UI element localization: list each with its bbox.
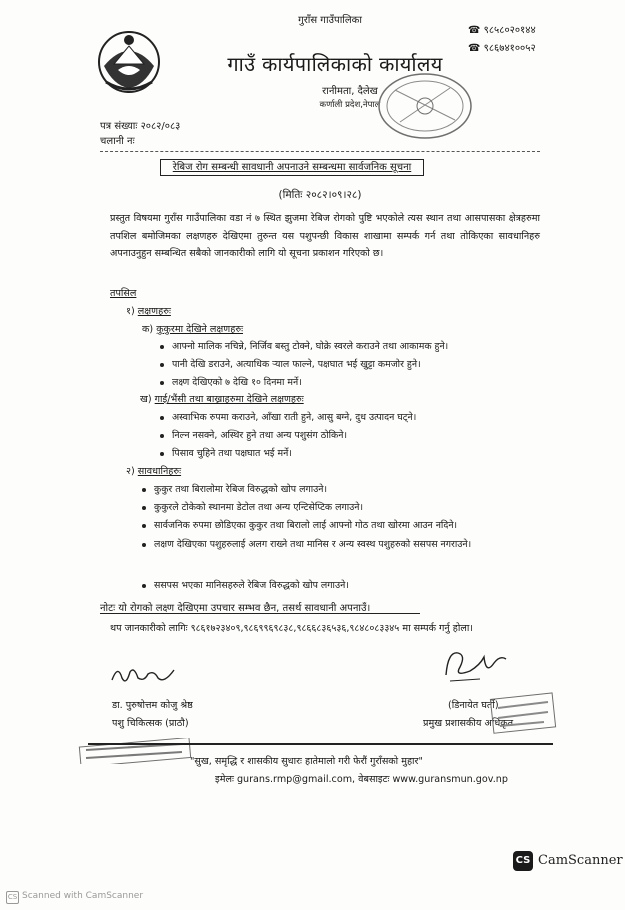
list-item-text: अस्वाभिक रुपमा कराउने, आँखा राती हुने, आसु बग्ने, दुध उत्पादन घट्ने।	[172, 412, 417, 423]
bullet-dot-icon	[160, 416, 164, 420]
cao-stamp	[488, 690, 560, 736]
intro-paragraph: प्रस्तुत विषयमा गुराँस गाउँपालिका वडा नं ७ स्थित झुजमा रेबिज रोगको पुष्टि भएकोले त्यस स्थान तथा आसपासका क्षेत्रहरुमा तपशिल बमोजिमका लक्षणहरु देखिएमा तुरुन्त यस पशुपन्छी विकास शाखामा सम्पर्क गर्न तथा तोकिएका सावधानिहरु अपनाउनुहुन सम्बन्धित सबैको जानकारीको लागि यो सूचना प्रकाशन गरिएको छ।	[110, 213, 540, 259]
list-item-text: पानी देखि डराउने, अत्याधिक र्‍याल फाल्ने, पक्षघात भई खुट्टा कमजोर हुने।	[172, 359, 421, 370]
bullet-dot-icon	[142, 524, 146, 528]
footer-contact: इमेलः gurans.rmp@gmail.com, वेबसाइटः www.guransmun.gov.np	[215, 774, 508, 785]
office-title: गाउँ कार्यपालिकाको कार्यालय	[227, 52, 443, 76]
list-item	[160, 339, 448, 352]
list-item	[142, 518, 457, 531]
cao-role: प्रमुख प्रशासकीय अधिकृत	[423, 718, 514, 729]
list-item-text: पिसाव चुहिने तथा पक्षघात भई मर्ने।	[172, 448, 292, 459]
dog-symptoms-title: कुकुरमा देखिने लक्षणहरुः	[156, 324, 244, 335]
bullet-dot-icon	[142, 506, 146, 510]
note-text: नोटः यो रोगको लक्ष्ण देखिएमा उपचार सम्भव छैन, तसर्थ सावधानी अपनाउँ।	[100, 603, 371, 614]
signature-right	[440, 645, 510, 687]
list-item-text: ससपस भएका मानिसहरुले रेबिज विरुद्धको खोप लगाउने।	[154, 580, 349, 591]
phone-icon: ☎	[468, 43, 481, 54]
municipality-name: गुराँस गाउँपालिका	[298, 15, 362, 26]
letter-number: पत्र संख्याः २०८२/०८३	[100, 121, 181, 132]
bullet-dot-icon	[142, 488, 146, 492]
bullet-dot-icon	[142, 584, 146, 588]
phone-number-2: ९८६७४१००५२	[483, 43, 536, 54]
notice-date: (मितिः २०८२।०९।२८)	[278, 189, 362, 201]
office-province: कर्णाली प्रदेश,नेपाल	[319, 100, 381, 110]
list-item	[142, 500, 363, 513]
list-item-text: कुकुरले टोकेको स्थानमा डेटोल तथा अन्य एन्टिसेप्टिक लगाउने।	[154, 502, 364, 513]
precautions-section-heading	[126, 464, 181, 477]
bullet-dot-icon	[160, 434, 164, 438]
phone-line-2	[468, 40, 536, 54]
dog-symptoms-heading	[142, 322, 243, 335]
livestock-symptoms-prefix: ख)	[140, 394, 152, 405]
camscanner-watermark-icon: CS	[6, 891, 19, 904]
symptoms-section-heading	[126, 304, 171, 317]
nepal-emblem-logo	[94, 26, 164, 96]
list-item	[160, 428, 347, 441]
list-item-text: आफ्नो मालिक नचिन्ने, निर्जिव बस्तु टोक्ने, घोक्रे स्वरले कराउने तथा आकामक हुने।	[172, 341, 449, 352]
dispatch-number: चलानी नः	[100, 136, 135, 147]
livestock-symptoms-heading	[140, 392, 304, 405]
list-item	[160, 446, 292, 459]
notice-subject	[160, 159, 424, 176]
livestock-symptoms-title: गाई/भैंसी तथा बाख्राहरुमा देखिने लक्षणहरुः	[154, 394, 304, 405]
list-item-text: सार्वजनिक रुपमा छोडिएका कुकुर तथा बिरालो लाई आफ्नो गोठ तथा खोरमा आउन नदिने।	[154, 520, 458, 531]
header-divider	[100, 151, 540, 152]
list-item-text: लक्ष्ण देखिएको ७ देखि १० दिनमा मर्ने।	[172, 377, 302, 388]
list-item-text: निल्न नसक्ने, अस्थिर हुने तथा अन्य पशुसंग ठोकिने।	[172, 430, 348, 441]
camscanner-watermark: Scanned with CamScanner	[22, 891, 144, 901]
footer-motto: "सुख, समृद्धि र शासकीय सुधारः हातेमालो गरी फेरौं गुराँसको मुहार"	[190, 756, 423, 767]
precautions-heading: सावधानिहरुः	[137, 466, 182, 477]
dog-symptoms-prefix: क)	[142, 324, 154, 335]
list-item	[160, 410, 416, 423]
note-underline	[100, 613, 420, 614]
bullet-dot-icon	[160, 381, 164, 385]
list-item-text: कुकुर तथा बिरालोमा रेबिज विरुद्धको खोप लगाउने।	[154, 484, 328, 495]
list-item	[142, 536, 538, 554]
list-item	[160, 357, 421, 370]
cao-name: (डिनायेत घर्ती)	[448, 700, 499, 711]
details-heading: तपसिल	[110, 288, 137, 299]
list-item	[142, 482, 327, 495]
bullet-dot-icon	[160, 345, 164, 349]
phone-number-1: ९८५८०२०१४४	[483, 25, 536, 36]
camscanner-brand: CamScanner	[538, 853, 623, 868]
signature-left	[108, 662, 178, 688]
vet-officer-role: पशु चिकित्सक (प्राठौ)	[112, 718, 189, 729]
list-item	[142, 578, 349, 591]
office-location: रानीमता, दैलेख	[322, 86, 378, 97]
vet-officer-name: डा. पुरुषोत्तम कोजु श्रेष्ठ	[112, 700, 193, 711]
bullet-dot-icon	[142, 543, 146, 547]
list-item-text: लक्षण देखिएका पशुहरुलाई अलग राख्ने तथा मानिस र अन्य स्वस्थ पशुहरुको ससपस नगराउने।	[154, 539, 472, 550]
office-round-stamp	[370, 70, 475, 142]
camscanner-logo-icon: CS	[513, 851, 533, 871]
precautions-number: २)	[126, 466, 135, 477]
footer-divider	[88, 743, 553, 745]
contact-line: थप जानकारीको लागिः ९८६१७२३४०९,९८६९९६९८३८,९८६६८३६५३६,९८४८०८३३४५ मा सम्पर्क गर्नु होला।	[110, 623, 473, 634]
symptoms-number: १)	[126, 306, 135, 317]
phone-icon: ☎	[468, 25, 481, 36]
bullet-dot-icon	[160, 363, 164, 367]
notice-subject-text: रेबिज रोग सम्बन्धी सावधानी अपनाउने सम्बन्धमा सार्वजनिक सूचना	[172, 162, 412, 173]
phone-line-1	[468, 22, 536, 36]
list-item	[160, 375, 302, 388]
symptoms-heading: लक्षणहरुः	[137, 306, 171, 317]
bullet-dot-icon	[160, 452, 164, 456]
